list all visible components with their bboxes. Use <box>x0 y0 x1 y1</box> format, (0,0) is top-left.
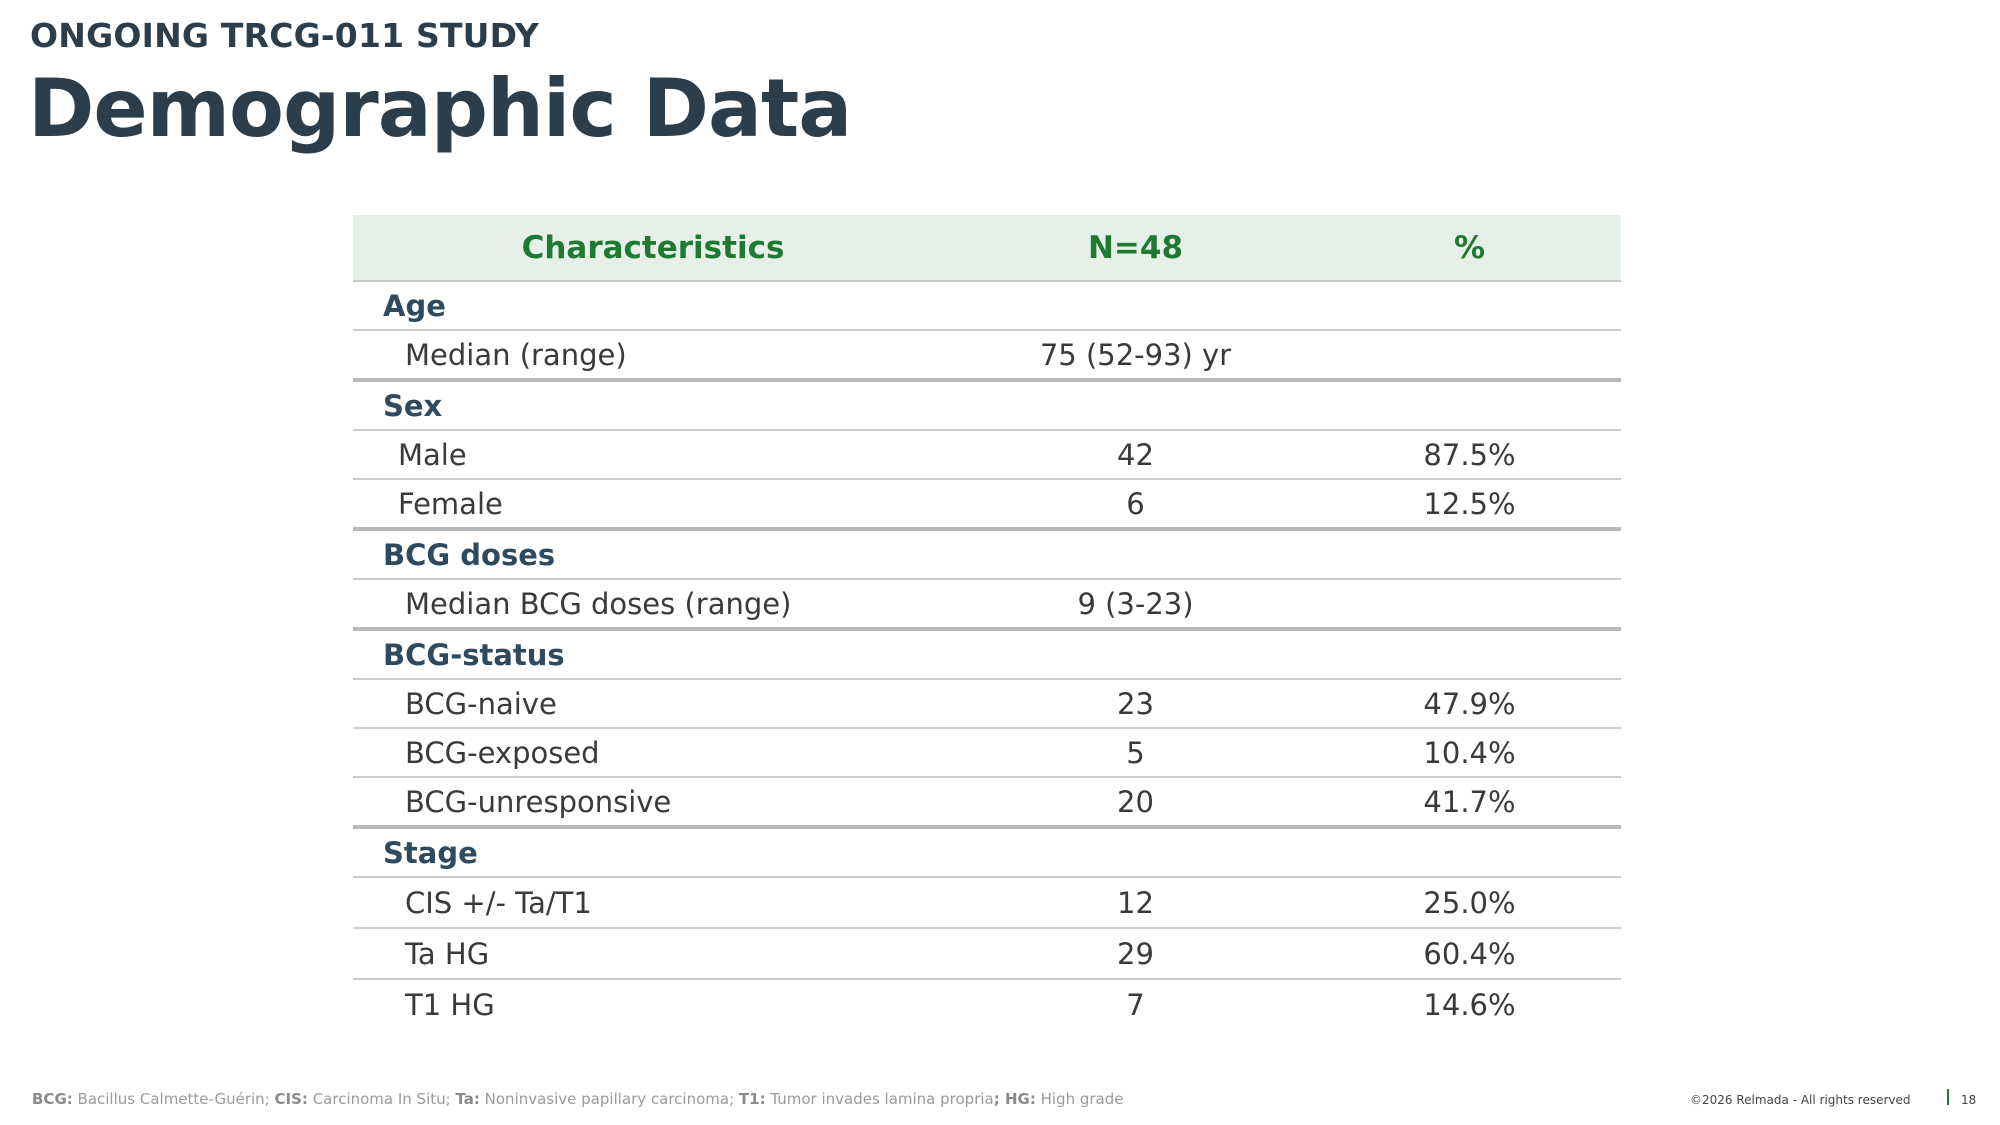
section-row-bcg-doses <box>353 529 1621 579</box>
row-percent: 47.9% <box>1318 679 1621 728</box>
section-heading: Sex <box>353 380 1621 430</box>
footnote-text: Tumor invades lamina propria <box>765 1090 994 1108</box>
section-heading: Age <box>353 281 1621 330</box>
row-label: BCG-naive <box>353 679 953 728</box>
row-n: 6 <box>953 479 1318 529</box>
row-n: 23 <box>953 679 1318 728</box>
table-row <box>353 777 1621 827</box>
row-n: 7 <box>1126 987 1145 1022</box>
footnote-abbr: ; HG: <box>993 1090 1036 1108</box>
table-row <box>353 679 1621 728</box>
row-n: 29 <box>953 928 1318 979</box>
abbreviations-footnote <box>32 1090 1123 1108</box>
row-n: 5 <box>953 728 1318 777</box>
table-row <box>353 430 1621 479</box>
section-kicker: ONGOING TRCG-011 STUDY <box>30 16 539 55</box>
column-header-percent: % <box>1318 215 1621 281</box>
section-heading: Stage <box>353 827 1621 877</box>
footnote-abbr: Ta: <box>455 1090 480 1108</box>
footnote-abbr: BCG: <box>32 1090 73 1108</box>
row-label: Median BCG doses (range) <box>353 579 953 629</box>
page-title: Demographic Data <box>28 62 852 155</box>
section-row-sex <box>353 380 1621 430</box>
row-percent: 25.0% <box>1318 877 1621 928</box>
section-heading: BCG-status <box>353 629 1621 679</box>
row-label: BCG-exposed <box>353 728 953 777</box>
row-percent: 87.5% <box>1318 430 1621 479</box>
section-heading: BCG doses <box>353 529 1621 579</box>
row-label: Ta HG <box>353 928 953 979</box>
row-label: Female <box>353 479 953 529</box>
row-label: Median (range) <box>353 330 953 380</box>
row-label: BCG-unresponsive <box>353 777 953 827</box>
row-percent: 14.6% <box>1423 987 1516 1022</box>
row-n: 75 (52-93) yr <box>953 330 1318 380</box>
footnote-abbr: CIS: <box>274 1090 308 1108</box>
footnote-text: Bacillus Calmette-Guérin; <box>72 1090 275 1108</box>
row-label: Male <box>353 430 953 479</box>
row-percent: 10.4% <box>1318 728 1621 777</box>
section-row-age <box>353 281 1621 330</box>
footnote-text: High grade <box>1035 1090 1124 1108</box>
copyright-notice: ©2026 Relmada - All rights reserved <box>1690 1093 1911 1107</box>
table-row <box>353 479 1621 529</box>
row-n: 9 (3-23) <box>953 579 1318 629</box>
row-n: 42 <box>953 430 1318 479</box>
row-percent <box>1318 579 1621 629</box>
row-n: 12 <box>953 877 1318 928</box>
page-number: 18 <box>1961 1093 1977 1107</box>
row-label: CIS +/- Ta/T1 <box>353 877 953 928</box>
section-row-bcg-status <box>353 629 1621 679</box>
table-row <box>353 928 1621 979</box>
footnote-text: Carcinoma In Situ; <box>307 1090 456 1108</box>
column-header-characteristics: Characteristics <box>353 215 953 281</box>
row-percent: 41.7% <box>1318 777 1621 827</box>
row-n: 20 <box>953 777 1318 827</box>
row-percent: 60.4% <box>1318 928 1621 979</box>
row-percent <box>1318 330 1621 380</box>
table-row <box>353 979 1621 1029</box>
table-header-row <box>353 215 1621 281</box>
table-row <box>353 330 1621 380</box>
row-percent: 12.5% <box>1318 479 1621 529</box>
footnote-text: Noninvasive papillary carcinoma; <box>479 1090 739 1108</box>
footer-divider <box>1947 1089 1949 1105</box>
column-header-n: N=48 <box>953 215 1318 281</box>
demographic-table <box>353 215 1621 1029</box>
footnote-abbr: T1: <box>738 1090 766 1108</box>
table-row <box>353 728 1621 777</box>
table-row <box>353 877 1621 928</box>
section-row-stage <box>353 827 1621 877</box>
row-label: T1 HG <box>405 987 495 1022</box>
table-row <box>353 579 1621 629</box>
